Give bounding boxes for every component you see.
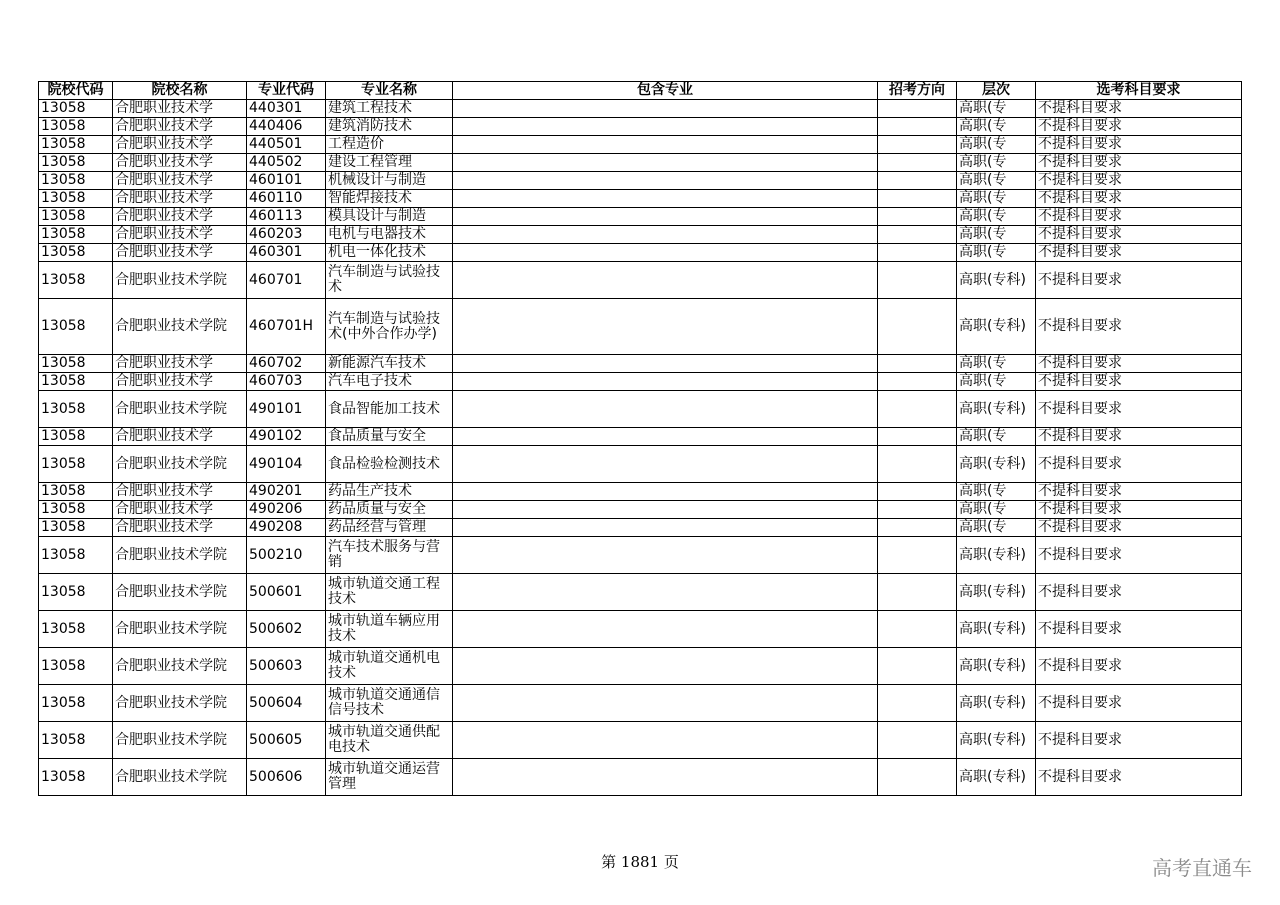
cell-major-code: 460113 bbox=[247, 208, 326, 226]
cell-direction bbox=[878, 262, 957, 299]
cell-subject-requirement: 不提科目要求 bbox=[1036, 208, 1242, 226]
cell-school-code: 13058 bbox=[39, 501, 113, 519]
table-row bbox=[39, 501, 1242, 519]
cell-level: 高职(专 bbox=[957, 226, 1036, 244]
cell-included-majors bbox=[453, 226, 878, 244]
table-row bbox=[39, 611, 1242, 648]
table-row bbox=[39, 446, 1242, 483]
table-row bbox=[39, 262, 1242, 299]
cell-level: 高职(专 bbox=[957, 428, 1036, 446]
cell-included-majors bbox=[453, 611, 878, 648]
cell-level: 高职(专科) bbox=[957, 537, 1036, 574]
cell-direction bbox=[878, 685, 957, 722]
cell-included-majors bbox=[453, 154, 878, 172]
cell-level: 高职(专 bbox=[957, 519, 1036, 537]
cell-major-code: 500601 bbox=[247, 574, 326, 611]
cell-school-name: 合肥职业技术学 bbox=[113, 190, 247, 208]
cell-major-code: 460301 bbox=[247, 244, 326, 262]
cell-included-majors bbox=[453, 208, 878, 226]
cell-direction bbox=[878, 172, 957, 190]
cell-direction bbox=[878, 574, 957, 611]
cell-school-code: 13058 bbox=[39, 136, 113, 154]
header-major-code: 专业代码 bbox=[247, 82, 326, 100]
table-row bbox=[39, 172, 1242, 190]
cell-level: 高职(专科) bbox=[957, 574, 1036, 611]
cell-included-majors bbox=[453, 262, 878, 299]
cell-subject-requirement: 不提科目要求 bbox=[1036, 446, 1242, 483]
header-subject-requirement: 选考科目要求 bbox=[1036, 82, 1242, 100]
cell-school-code: 13058 bbox=[39, 100, 113, 118]
cell-school-name: 合肥职业技术学 bbox=[113, 136, 247, 154]
cell-major-code: 440301 bbox=[247, 100, 326, 118]
table-row bbox=[39, 118, 1242, 136]
cell-major-name: 智能焊接技术 bbox=[326, 190, 453, 208]
cell-subject-requirement: 不提科目要求 bbox=[1036, 722, 1242, 759]
cell-school-name: 合肥职业技术学院 bbox=[113, 685, 247, 722]
cell-major-code: 460203 bbox=[247, 226, 326, 244]
cell-direction bbox=[878, 483, 957, 501]
cell-major-code: 490104 bbox=[247, 446, 326, 483]
cell-school-code: 13058 bbox=[39, 537, 113, 574]
cell-major-code: 500210 bbox=[247, 537, 326, 574]
cell-major-code: 460110 bbox=[247, 190, 326, 208]
table-row bbox=[39, 100, 1242, 118]
cell-level: 高职(专 bbox=[957, 244, 1036, 262]
cell-major-name: 机电一体化技术 bbox=[326, 244, 453, 262]
cell-direction bbox=[878, 648, 957, 685]
cell-school-code: 13058 bbox=[39, 574, 113, 611]
header-school-code: 院校代码 bbox=[39, 82, 113, 100]
cell-included-majors bbox=[453, 537, 878, 574]
cell-direction bbox=[878, 519, 957, 537]
cell-subject-requirement: 不提科目要求 bbox=[1036, 262, 1242, 299]
cell-major-code: 500604 bbox=[247, 685, 326, 722]
cell-school-name: 合肥职业技术学院 bbox=[113, 722, 247, 759]
cell-subject-requirement: 不提科目要求 bbox=[1036, 244, 1242, 262]
cell-subject-requirement: 不提科目要求 bbox=[1036, 355, 1242, 373]
cell-major-name: 模具设计与制造 bbox=[326, 208, 453, 226]
table-row bbox=[39, 519, 1242, 537]
cell-direction bbox=[878, 100, 957, 118]
cell-school-name: 合肥职业技术学 bbox=[113, 172, 247, 190]
table-row bbox=[39, 537, 1242, 574]
cell-direction bbox=[878, 537, 957, 574]
cell-level: 高职(专 bbox=[957, 483, 1036, 501]
cell-level: 高职(专科) bbox=[957, 391, 1036, 428]
cell-school-name: 合肥职业技术学 bbox=[113, 244, 247, 262]
cell-subject-requirement: 不提科目要求 bbox=[1036, 154, 1242, 172]
cell-school-code: 13058 bbox=[39, 611, 113, 648]
cell-major-code: 460701H bbox=[247, 299, 326, 355]
cell-included-majors bbox=[453, 574, 878, 611]
cell-major-code: 490102 bbox=[247, 428, 326, 446]
cell-major-code: 460703 bbox=[247, 373, 326, 391]
cell-level: 高职(专 bbox=[957, 136, 1036, 154]
cell-major-name: 建筑消防技术 bbox=[326, 118, 453, 136]
cell-school-name: 合肥职业技术学院 bbox=[113, 262, 247, 299]
cell-level: 高职(专科) bbox=[957, 611, 1036, 648]
table-row bbox=[39, 244, 1242, 262]
cell-included-majors bbox=[453, 446, 878, 483]
cell-school-name: 合肥职业技术学院 bbox=[113, 446, 247, 483]
cell-major-name: 建筑工程技术 bbox=[326, 100, 453, 118]
cell-direction bbox=[878, 428, 957, 446]
cell-school-name: 合肥职业技术学院 bbox=[113, 648, 247, 685]
cell-included-majors bbox=[453, 190, 878, 208]
cell-direction bbox=[878, 446, 957, 483]
cell-school-code: 13058 bbox=[39, 373, 113, 391]
cell-major-code: 490208 bbox=[247, 519, 326, 537]
cell-major-name: 食品质量与安全 bbox=[326, 428, 453, 446]
cell-major-name: 城市轨道交通运营管理 bbox=[326, 759, 453, 796]
cell-school-name: 合肥职业技术学 bbox=[113, 483, 247, 501]
cell-major-name: 城市轨道车辆应用技术 bbox=[326, 611, 453, 648]
table-row bbox=[39, 373, 1242, 391]
table-row bbox=[39, 685, 1242, 722]
cell-included-majors bbox=[453, 244, 878, 262]
cell-school-name: 合肥职业技术学 bbox=[113, 118, 247, 136]
cell-level: 高职(专 bbox=[957, 118, 1036, 136]
cell-subject-requirement: 不提科目要求 bbox=[1036, 190, 1242, 208]
cell-school-name: 合肥职业技术学 bbox=[113, 355, 247, 373]
admissions-table bbox=[38, 81, 1242, 796]
cell-school-code: 13058 bbox=[39, 244, 113, 262]
cell-level: 高职(专 bbox=[957, 373, 1036, 391]
cell-subject-requirement: 不提科目要求 bbox=[1036, 118, 1242, 136]
cell-major-code: 460101 bbox=[247, 172, 326, 190]
cell-subject-requirement: 不提科目要求 bbox=[1036, 648, 1242, 685]
cell-subject-requirement: 不提科目要求 bbox=[1036, 483, 1242, 501]
cell-direction bbox=[878, 136, 957, 154]
cell-school-code: 13058 bbox=[39, 154, 113, 172]
cell-school-name: 合肥职业技术学 bbox=[113, 154, 247, 172]
cell-level: 高职(专科) bbox=[957, 648, 1036, 685]
cell-school-code: 13058 bbox=[39, 190, 113, 208]
cell-school-code: 13058 bbox=[39, 355, 113, 373]
cell-subject-requirement: 不提科目要求 bbox=[1036, 373, 1242, 391]
cell-major-code: 460702 bbox=[247, 355, 326, 373]
cell-direction bbox=[878, 722, 957, 759]
cell-school-name: 合肥职业技术学 bbox=[113, 208, 247, 226]
cell-included-majors bbox=[453, 299, 878, 355]
cell-level: 高职(专科) bbox=[957, 299, 1036, 355]
cell-school-name: 合肥职业技术学 bbox=[113, 226, 247, 244]
cell-major-code: 490201 bbox=[247, 483, 326, 501]
page-number: 第 1881 页 bbox=[601, 853, 679, 871]
cell-school-code: 13058 bbox=[39, 648, 113, 685]
cell-school-name: 合肥职业技术学 bbox=[113, 373, 247, 391]
cell-direction bbox=[878, 208, 957, 226]
cell-subject-requirement: 不提科目要求 bbox=[1036, 537, 1242, 574]
cell-subject-requirement: 不提科目要求 bbox=[1036, 759, 1242, 796]
cell-major-name: 机械设计与制造 bbox=[326, 172, 453, 190]
cell-included-majors bbox=[453, 685, 878, 722]
header-direction: 招考方向 bbox=[878, 82, 957, 100]
table-row bbox=[39, 391, 1242, 428]
cell-major-code: 440406 bbox=[247, 118, 326, 136]
cell-direction bbox=[878, 391, 957, 428]
cell-included-majors bbox=[453, 501, 878, 519]
cell-direction bbox=[878, 118, 957, 136]
cell-included-majors bbox=[453, 483, 878, 501]
cell-included-majors bbox=[453, 391, 878, 428]
cell-direction bbox=[878, 244, 957, 262]
cell-major-code: 500603 bbox=[247, 648, 326, 685]
table-row bbox=[39, 759, 1242, 796]
cell-major-code: 460701 bbox=[247, 262, 326, 299]
cell-school-code: 13058 bbox=[39, 118, 113, 136]
cell-school-name: 合肥职业技术学院 bbox=[113, 299, 247, 355]
table-header-row bbox=[39, 82, 1242, 100]
cell-school-code: 13058 bbox=[39, 208, 113, 226]
cell-school-code: 13058 bbox=[39, 299, 113, 355]
cell-direction bbox=[878, 355, 957, 373]
cell-school-code: 13058 bbox=[39, 722, 113, 759]
table-body bbox=[39, 100, 1242, 796]
cell-school-code: 13058 bbox=[39, 391, 113, 428]
table-row bbox=[39, 648, 1242, 685]
cell-major-name: 食品智能加工技术 bbox=[326, 391, 453, 428]
header-school-name: 院校名称 bbox=[113, 82, 247, 100]
watermark-text: 高考直通车 bbox=[1152, 856, 1252, 880]
cell-major-name: 城市轨道交通机电技术 bbox=[326, 648, 453, 685]
cell-included-majors bbox=[453, 136, 878, 154]
cell-major-name: 汽车制造与试验技术(中外合作办学) bbox=[326, 299, 453, 355]
table-row bbox=[39, 299, 1242, 355]
cell-level: 高职(专 bbox=[957, 355, 1036, 373]
cell-direction bbox=[878, 154, 957, 172]
cell-school-name: 合肥职业技术学院 bbox=[113, 574, 247, 611]
cell-major-name: 汽车技术服务与营销 bbox=[326, 537, 453, 574]
table-row bbox=[39, 428, 1242, 446]
cell-included-majors bbox=[453, 118, 878, 136]
table-row bbox=[39, 355, 1242, 373]
table-row bbox=[39, 483, 1242, 501]
cell-subject-requirement: 不提科目要求 bbox=[1036, 574, 1242, 611]
cell-level: 高职(专科) bbox=[957, 685, 1036, 722]
cell-direction bbox=[878, 373, 957, 391]
cell-major-name: 工程造价 bbox=[326, 136, 453, 154]
cell-major-name: 城市轨道交通工程技术 bbox=[326, 574, 453, 611]
header-major-name: 专业名称 bbox=[326, 82, 453, 100]
cell-major-name: 建设工程管理 bbox=[326, 154, 453, 172]
cell-major-name: 药品生产技术 bbox=[326, 483, 453, 501]
cell-included-majors bbox=[453, 355, 878, 373]
cell-direction bbox=[878, 611, 957, 648]
cell-direction bbox=[878, 190, 957, 208]
cell-major-name: 药品经营与管理 bbox=[326, 519, 453, 537]
cell-direction bbox=[878, 299, 957, 355]
cell-level: 高职(专 bbox=[957, 172, 1036, 190]
cell-major-code: 440502 bbox=[247, 154, 326, 172]
cell-level: 高职(专科) bbox=[957, 759, 1036, 796]
cell-level: 高职(专科) bbox=[957, 722, 1036, 759]
cell-major-code: 490101 bbox=[247, 391, 326, 428]
cell-major-name: 药品质量与安全 bbox=[326, 501, 453, 519]
cell-included-majors bbox=[453, 519, 878, 537]
cell-major-name: 城市轨道交通供配电技术 bbox=[326, 722, 453, 759]
header-included-majors: 包含专业 bbox=[453, 82, 878, 100]
cell-school-code: 13058 bbox=[39, 446, 113, 483]
table-row bbox=[39, 136, 1242, 154]
cell-school-name: 合肥职业技术学院 bbox=[113, 759, 247, 796]
cell-major-code: 440501 bbox=[247, 136, 326, 154]
table-row bbox=[39, 154, 1242, 172]
cell-subject-requirement: 不提科目要求 bbox=[1036, 299, 1242, 355]
cell-major-name: 食品检验检测技术 bbox=[326, 446, 453, 483]
cell-school-code: 13058 bbox=[39, 428, 113, 446]
cell-level: 高职(专 bbox=[957, 154, 1036, 172]
cell-subject-requirement: 不提科目要求 bbox=[1036, 428, 1242, 446]
cell-school-name: 合肥职业技术学院 bbox=[113, 611, 247, 648]
cell-level: 高职(专科) bbox=[957, 262, 1036, 299]
cell-level: 高职(专 bbox=[957, 190, 1036, 208]
table-row bbox=[39, 574, 1242, 611]
cell-school-code: 13058 bbox=[39, 262, 113, 299]
cell-major-code: 500605 bbox=[247, 722, 326, 759]
cell-subject-requirement: 不提科目要求 bbox=[1036, 611, 1242, 648]
cell-school-code: 13058 bbox=[39, 759, 113, 796]
cell-school-code: 13058 bbox=[39, 519, 113, 537]
cell-direction bbox=[878, 226, 957, 244]
cell-major-name: 城市轨道交通通信信号技术 bbox=[326, 685, 453, 722]
cell-school-name: 合肥职业技术学 bbox=[113, 501, 247, 519]
cell-included-majors bbox=[453, 722, 878, 759]
cell-level: 高职(专 bbox=[957, 100, 1036, 118]
cell-major-code: 500602 bbox=[247, 611, 326, 648]
table-row bbox=[39, 208, 1242, 226]
cell-major-code: 500606 bbox=[247, 759, 326, 796]
cell-included-majors bbox=[453, 428, 878, 446]
cell-included-majors bbox=[453, 100, 878, 118]
cell-major-name: 新能源汽车技术 bbox=[326, 355, 453, 373]
table-row bbox=[39, 190, 1242, 208]
cell-subject-requirement: 不提科目要求 bbox=[1036, 501, 1242, 519]
cell-school-code: 13058 bbox=[39, 226, 113, 244]
cell-subject-requirement: 不提科目要求 bbox=[1036, 136, 1242, 154]
cell-included-majors bbox=[453, 373, 878, 391]
cell-major-name: 汽车制造与试验技术 bbox=[326, 262, 453, 299]
cell-subject-requirement: 不提科目要求 bbox=[1036, 685, 1242, 722]
cell-school-name: 合肥职业技术学 bbox=[113, 100, 247, 118]
cell-included-majors bbox=[453, 648, 878, 685]
cell-major-name: 电机与电器技术 bbox=[326, 226, 453, 244]
cell-subject-requirement: 不提科目要求 bbox=[1036, 391, 1242, 428]
table-row bbox=[39, 722, 1242, 759]
cell-included-majors bbox=[453, 172, 878, 190]
cell-direction bbox=[878, 501, 957, 519]
cell-major-name: 汽车电子技术 bbox=[326, 373, 453, 391]
cell-school-name: 合肥职业技术学 bbox=[113, 428, 247, 446]
cell-school-name: 合肥职业技术学院 bbox=[113, 391, 247, 428]
cell-direction bbox=[878, 759, 957, 796]
cell-subject-requirement: 不提科目要求 bbox=[1036, 100, 1242, 118]
cell-school-code: 13058 bbox=[39, 685, 113, 722]
cell-subject-requirement: 不提科目要求 bbox=[1036, 172, 1242, 190]
cell-level: 高职(专 bbox=[957, 208, 1036, 226]
cell-school-code: 13058 bbox=[39, 172, 113, 190]
cell-included-majors bbox=[453, 759, 878, 796]
cell-subject-requirement: 不提科目要求 bbox=[1036, 519, 1242, 537]
cell-level: 高职(专科) bbox=[957, 446, 1036, 483]
table-row bbox=[39, 226, 1242, 244]
cell-school-name: 合肥职业技术学 bbox=[113, 519, 247, 537]
cell-subject-requirement: 不提科目要求 bbox=[1036, 226, 1242, 244]
cell-school-code: 13058 bbox=[39, 483, 113, 501]
cell-major-code: 490206 bbox=[247, 501, 326, 519]
header-level: 层次 bbox=[957, 82, 1036, 100]
cell-school-name: 合肥职业技术学院 bbox=[113, 537, 247, 574]
cell-level: 高职(专 bbox=[957, 501, 1036, 519]
